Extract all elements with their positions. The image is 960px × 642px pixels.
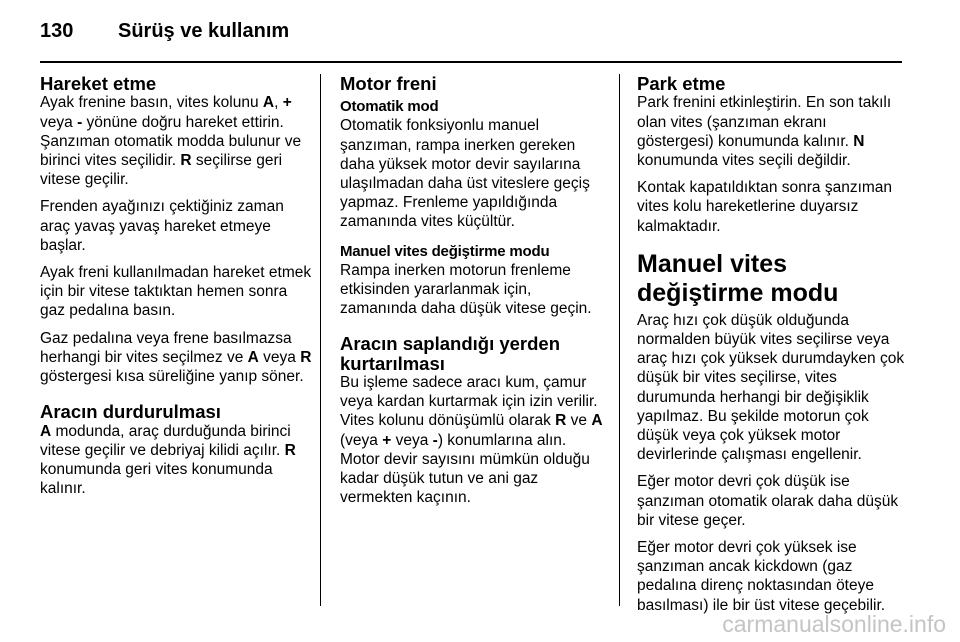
paragraph-park-1: Park frenini etkinleştirin. En son takılı olan vites (şanzıman ekranı göstergesi) konumunda kalınır. N konumunda vites seçili değildir. — [637, 94, 892, 170]
subheading-otomatik-mod: Otomatik mod — [340, 98, 439, 116]
column-divider-1 — [320, 74, 321, 606]
heading-saplandigi-yerden: Aracın saplandığı yerden kurtarılması — [340, 333, 561, 374]
subheading-manuel-mod: Manuel vites değiştirme modu — [340, 242, 550, 260]
watermark: carmanualsonline.info — [722, 611, 946, 637]
page-number: 130 — [40, 20, 74, 42]
paragraph-manuel-mod: Rampa inerken motorun frenleme etkisinden yararlanmak için, zamanında daha düşük vitese geçin. — [340, 261, 592, 318]
chapter-title: Sürüş ve kullanım — [118, 20, 290, 42]
heading-motor-freni: Motor freni — [340, 73, 437, 94]
column-left — [40, 74, 312, 506]
paragraph-durdurulmasi-1: A modunda, araç durduğunda birinci vitese geçilir ve debriyaj kilidi açılır. R konumunda geri vites konumunda kalınır. — [40, 422, 296, 498]
paragraph-manuel-3: Eğer motor devri çok yüksek ise şanzıman ancak kickdown (gaz pedalına direnç noktasından öteye basılması) ile bir üst vitese geçebilir. — [637, 539, 886, 614]
paragraph-saplandigi: Bu işleme sadece aracı kum, çamur veya kardan kurtarmak için izin verilir. Vites kolunu dönüşümlü olarak R ve A (veya + veya -) konumlarına alın. Motor devir sayısını mümkün olduğu kadar düşük tutun ve ani gaz vermekten kaçının. — [340, 374, 603, 507]
heading-hareket-etme: Hareket etme — [40, 73, 157, 94]
paragraph-park-2: Kontak kapatıldıktan sonra şanzıman vites kolu hareketlerine duyarsız kalmaktadır. — [637, 179, 893, 235]
paragraph-manuel-2: Eğer motor devri çok düşük ise şanzıman otomatik olarak daha düşük bir vitese geçer. — [637, 473, 899, 529]
column-divider-2 — [619, 74, 620, 606]
column-middle — [340, 74, 605, 515]
heading-aracin-durdurulmasi: Aracın durdurulması — [40, 401, 221, 423]
header-rule — [40, 61, 902, 63]
column-right — [637, 74, 905, 623]
heading-park-etme: Park etme — [637, 73, 726, 94]
heading-manuel-vites-modu: Manuel vites değiştirme modu — [637, 249, 839, 307]
paragraph-hareket-1: Ayak frenine basın, vites kolunu A, + veya - yönüne doğru hareket ettirin. Şanzıman otomatik modda bulunur ve birinci vites seçilidir. R seçilirse geri vitese geçilir. — [40, 94, 302, 189]
paragraph-manuel-1: Araç hızı çok düşük olduğunda normalden büyük vites seçilirse veya araç hızı çok yüksek durumdayken çok düşük bir vites seçilirse, vites durumunda herhangi bir değişiklik yapılmaz. Bu şekilde motorun çok düşük veya çok yüksek motor devirlerinde çalışması engellenir. — [637, 311, 905, 464]
paragraph-hareket-3: Ayak freni kullanılmadan hareket etmek için bir vitese taktıktan hemen sonra gaz pedalına basın. — [40, 264, 312, 320]
paragraph-otomatik-mod: Otomatik fonksiyonlu manuel şanzıman, rampa inerken gereken daha yüksek motor devir sayılarına ulaşılmadan daha üst viteslere geçiş yapmaz. Frenleme yapıldığında zamanında vites küçültür. — [340, 117, 590, 231]
paragraph-hareket-2: Frenden ayağınızı çektiğiniz zaman araç yavaş yavaş hareket etmeye başlar. — [40, 198, 284, 254]
paragraph-hareket-4: Gaz pedalına veya frene basılmazsa herhangi bir vites seçilmez ve A veya R göstergesi kısa süreliğine yanıp söner. — [40, 329, 312, 386]
